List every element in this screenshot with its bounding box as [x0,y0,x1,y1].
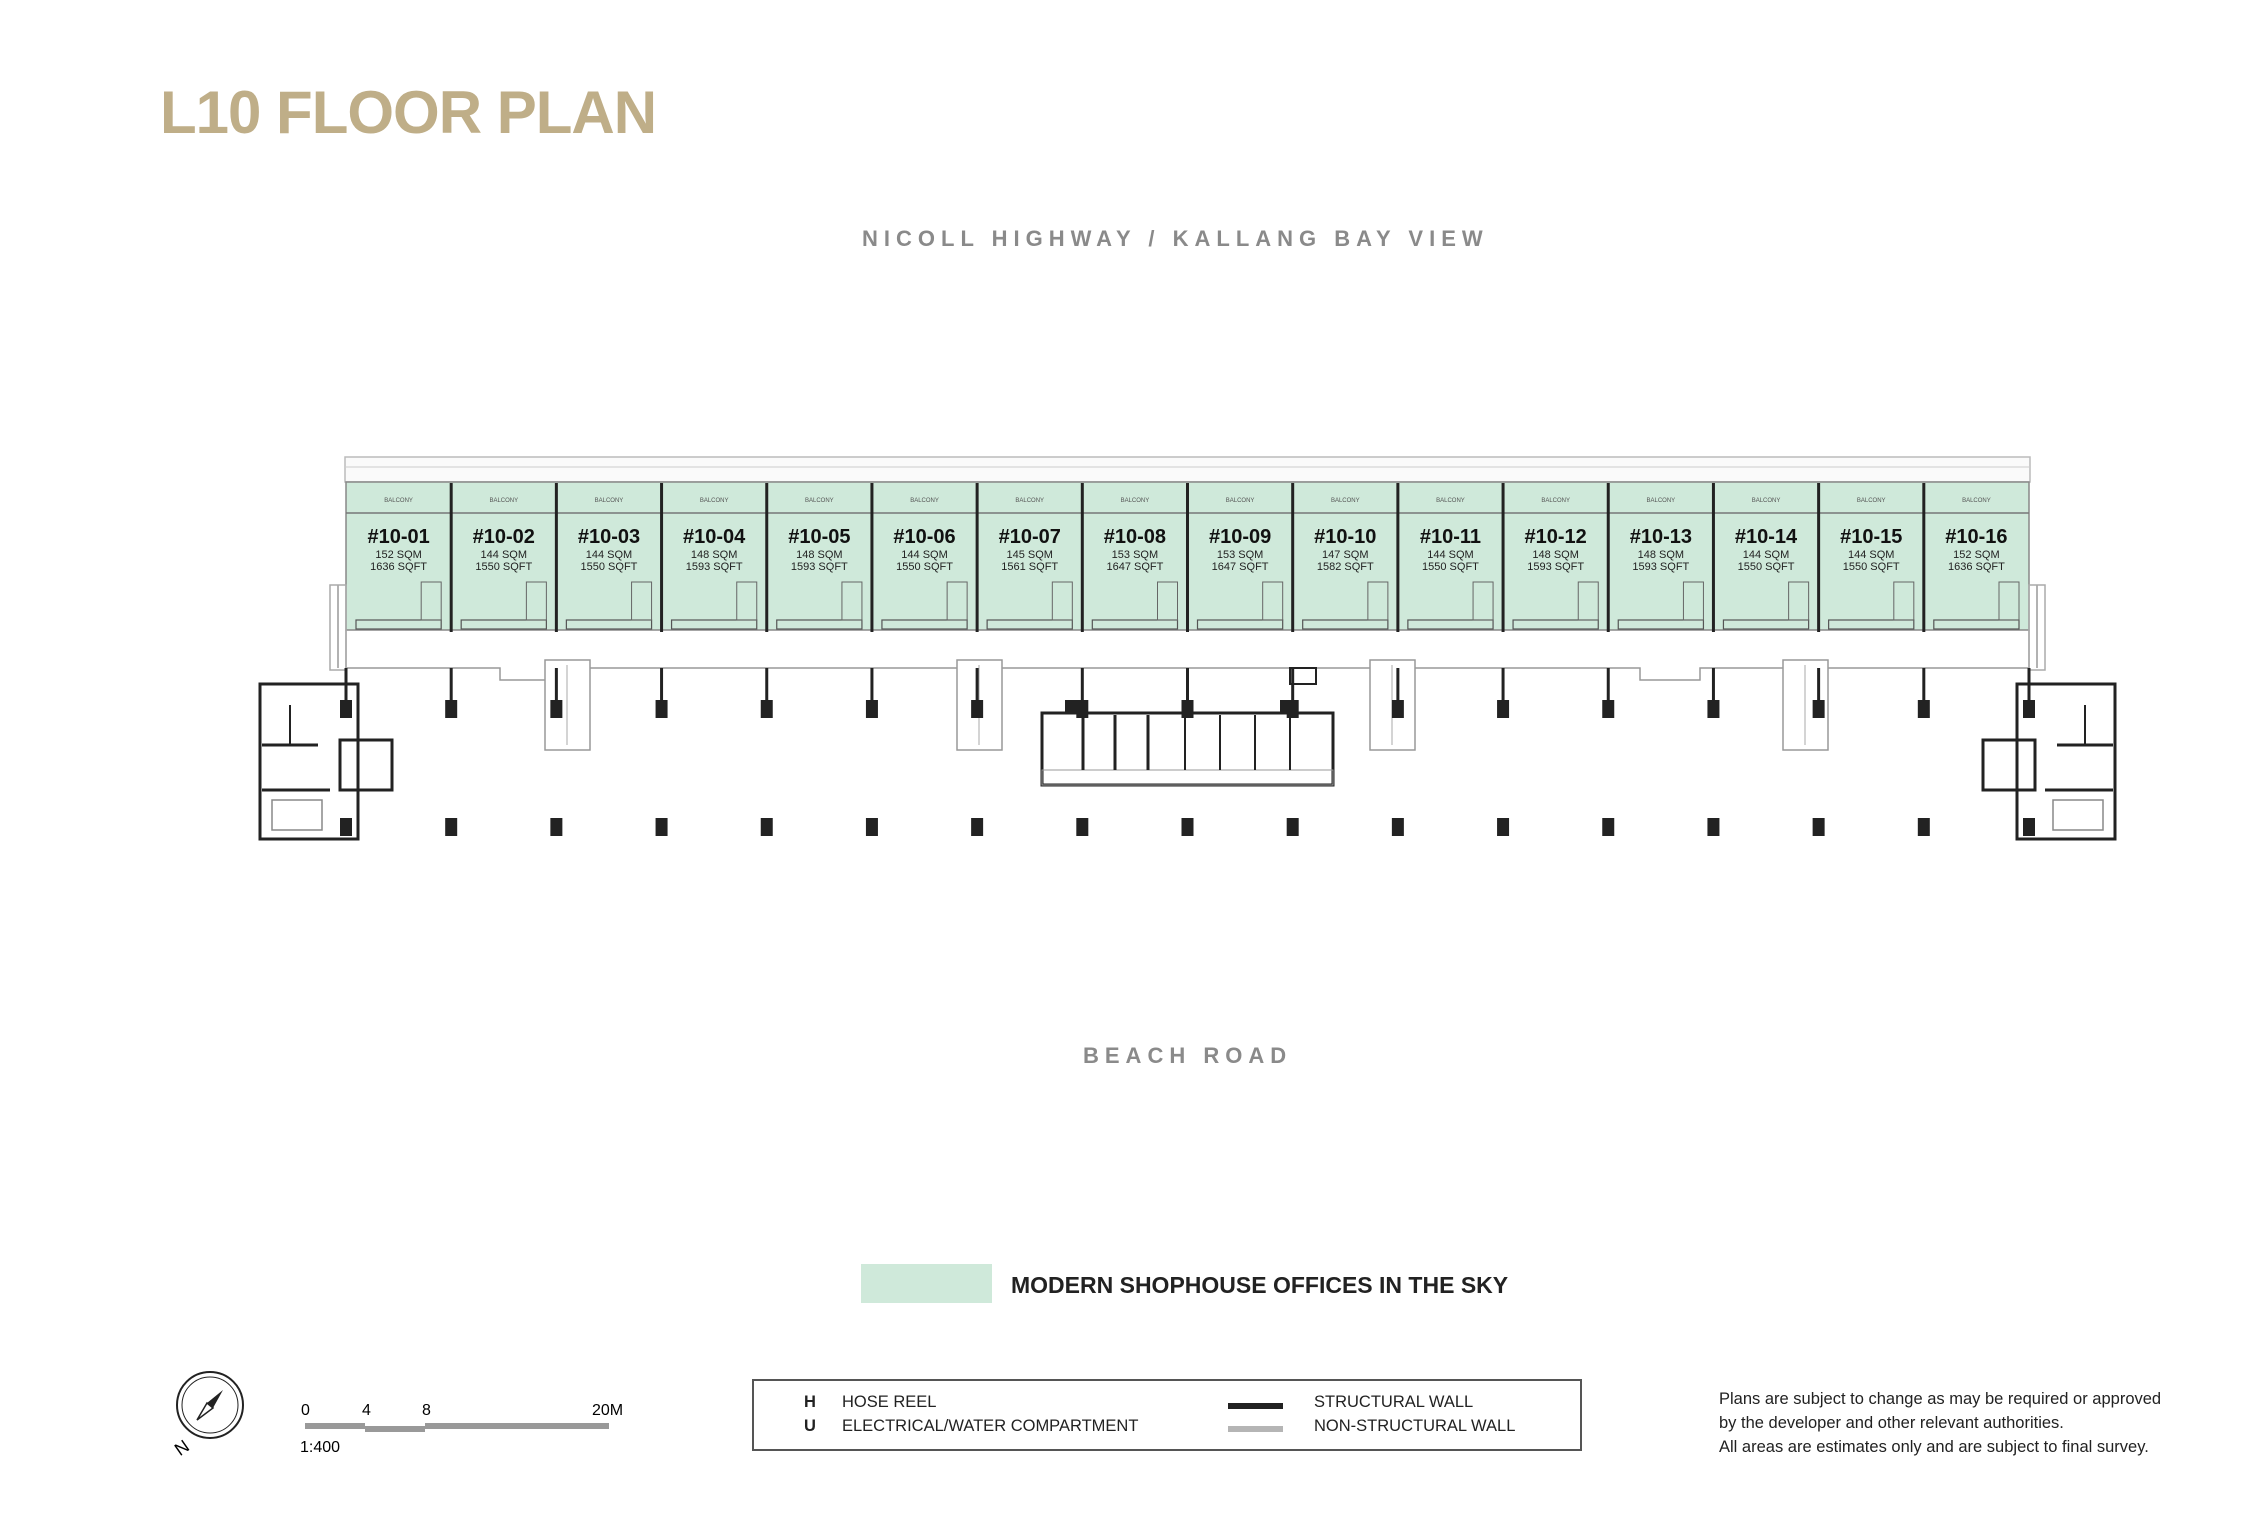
key-legend-box [752,1379,1582,1451]
unit-area-sqm: 144 SQM [901,549,948,561]
unit-area-sqft: 1550 SQFT [896,561,953,573]
balcony-label: BALCONY [1962,498,1991,504]
column [1497,818,1509,836]
roof-parapet [345,457,2030,482]
unit-number: #10-08 [1103,526,1167,548]
unit-area-sqm: 145 SQM [1006,549,1053,561]
unit-area-sqm: 153 SQM [1111,549,1159,561]
unit-area-sqm: 147 SQM [1322,549,1369,561]
balcony-label: BALCONY [1225,498,1255,504]
unit-number: #10-07 [998,526,1061,548]
balcony-label: BALCONY [805,498,834,504]
column [1287,818,1299,836]
column [1076,818,1088,836]
unit-area-sqm: 144 SQM [1742,549,1790,561]
unit-area-sqm: 152 SQM [1953,549,2000,561]
column [761,818,773,836]
balcony-label: BALCONY [1751,498,1781,504]
column [550,818,562,836]
balcony-label: BALCONY [910,498,939,504]
column [1602,700,1614,718]
disclaimer-line: by the developer and other relevant authorities. [1719,1414,2064,1432]
balcony-label: BALCONY [1646,498,1676,504]
unit-area-sqm: 148 SQM [796,549,843,561]
structural-wall-label: STRUCTURAL WALL [1314,1393,1474,1411]
road-label-top: NICOLL HIGHWAY / KALLANG BAY VIEW [862,226,1489,251]
column [1287,700,1299,718]
column [1918,700,1930,718]
unit-area-sqm: 152 SQM [375,549,422,561]
right-core [1983,684,2115,839]
unit-number: #10-14 [1734,526,1798,548]
balcony-label: BALCONY [1120,498,1150,504]
unit-area-sqft: 1550 SQFT [580,561,638,573]
unit-area-sqm: 148 SQM [1532,549,1579,561]
column [1497,700,1509,718]
unit-area-sqft: 1550 SQFT [1737,561,1795,573]
column [656,700,668,718]
column [445,700,457,718]
column [656,818,668,836]
column [1918,818,1930,836]
unit-number: #10-15 [1840,526,1903,548]
legend-swatch [861,1264,992,1303]
unit-area-sqm: 144 SQM [585,549,633,561]
unit-area-sqft: 1550 SQFT [1842,561,1900,573]
left-core [260,684,392,839]
column [761,700,773,718]
balcony-label: BALCONY [1436,498,1465,504]
unit-number: #10-01 [367,526,430,548]
unit-area-sqft: 1582 SQFT [1316,561,1374,573]
scale-bar [300,1395,640,1455]
unit-area-sqm: 148 SQM [690,549,738,561]
legend-label: MODERN SHOPHOUSE OFFICES IN THE SKY [1011,1272,1509,1298]
unit-area-sqm: 144 SQM [480,549,528,561]
unit-area-sqft: 1593 SQFT [790,561,848,573]
column [445,818,457,836]
page-title: L10 FLOOR PLAN [160,79,657,146]
unit-number: #10-04 [683,526,746,548]
unit-number: #10-10 [1314,526,1377,548]
electrical-label: ELECTRICAL/WATER COMPARTMENT [842,1417,1139,1435]
column [1076,700,1088,718]
column [971,818,983,836]
compass-icon [170,1369,254,1460]
non-structural-wall-label: NON-STRUCTURAL WALL [1314,1417,1516,1435]
unit-area-sqft: 1647 SQFT [1211,561,1269,573]
unit-area-sqft: 1550 SQFT [475,561,533,573]
electrical-symbol: U [804,1417,816,1435]
unit-number: #10-03 [577,526,641,548]
non-structural-wall-swatch [1228,1426,1283,1432]
unit-area-sqm: 144 SQM [1847,549,1895,561]
column [1392,818,1404,836]
hose-reel-symbol: H [804,1393,816,1411]
unit-area-sqm: 144 SQM [1427,549,1474,561]
unit-number: #10-16 [1945,526,2008,548]
column [340,818,352,836]
balcony-label: BALCONY [1015,498,1045,504]
disclaimer-line: Plans are subject to change as may be required or approved [1719,1390,2162,1408]
column [2023,818,2035,836]
unit-area-sqft: 1636 SQFT [370,561,428,573]
unit-area-sqft: 1593 SQFT [685,561,743,573]
column [1392,700,1404,718]
balcony-label: BALCONY [1330,498,1360,504]
balcony-label: BALCONY [1541,498,1570,504]
column [1707,818,1719,836]
balcony-label: BALCONY [384,498,413,504]
balcony-label: BALCONY [489,498,519,504]
disclaimer [1719,1387,2161,1459]
scale-tick-8: 8 [422,1402,431,1419]
column [1182,818,1194,836]
column [971,700,983,718]
unit-area-sqm: 148 SQM [1637,549,1685,561]
column [1707,700,1719,718]
unit-number: #10-09 [1208,526,1272,548]
scale-tick-4: 4 [362,1402,371,1419]
scale-ratio: 1:400 [300,1439,341,1456]
column [550,700,562,718]
hose-reel-label: HOSE REEL [842,1393,937,1411]
scale-tick-20m: 20M [592,1402,624,1419]
column [1602,818,1614,836]
compass-north-label: N [170,1435,193,1460]
unit-number: #10-13 [1629,526,1692,548]
unit-area-sqft: 1636 SQFT [1947,561,2005,573]
balcony-label: BALCONY [1856,498,1886,504]
unit-area-sqft: 1593 SQFT [1632,561,1690,573]
unit-area-sqft: 1593 SQFT [1527,561,1585,573]
scale-tick-0: 0 [301,1402,310,1419]
unit-area-sqm: 153 SQM [1216,549,1264,561]
unit-number: #10-12 [1524,526,1587,548]
disclaimer-line: All areas are estimates only and are subject to final survey. [1719,1438,2149,1456]
road-label-bottom: BEACH ROAD [1083,1043,1293,1068]
column [340,700,352,718]
column [1182,700,1194,718]
unit-area-sqft: 1550 SQFT [1422,561,1479,573]
unit-number: #10-11 [1419,526,1482,548]
structural-wall-swatch [1228,1403,1283,1409]
column [2023,700,2035,718]
unit-number: #10-05 [788,526,851,548]
balcony-label: BALCONY [699,498,729,504]
unit-area-sqft: 1647 SQFT [1106,561,1164,573]
unit-number: #10-06 [893,526,956,548]
unit-area-sqft: 1561 SQFT [1001,561,1059,573]
column [866,700,878,718]
balcony-label: BALCONY [594,498,624,504]
column [866,818,878,836]
unit-number: #10-02 [472,526,535,548]
column [1813,700,1825,718]
column [1813,818,1825,836]
